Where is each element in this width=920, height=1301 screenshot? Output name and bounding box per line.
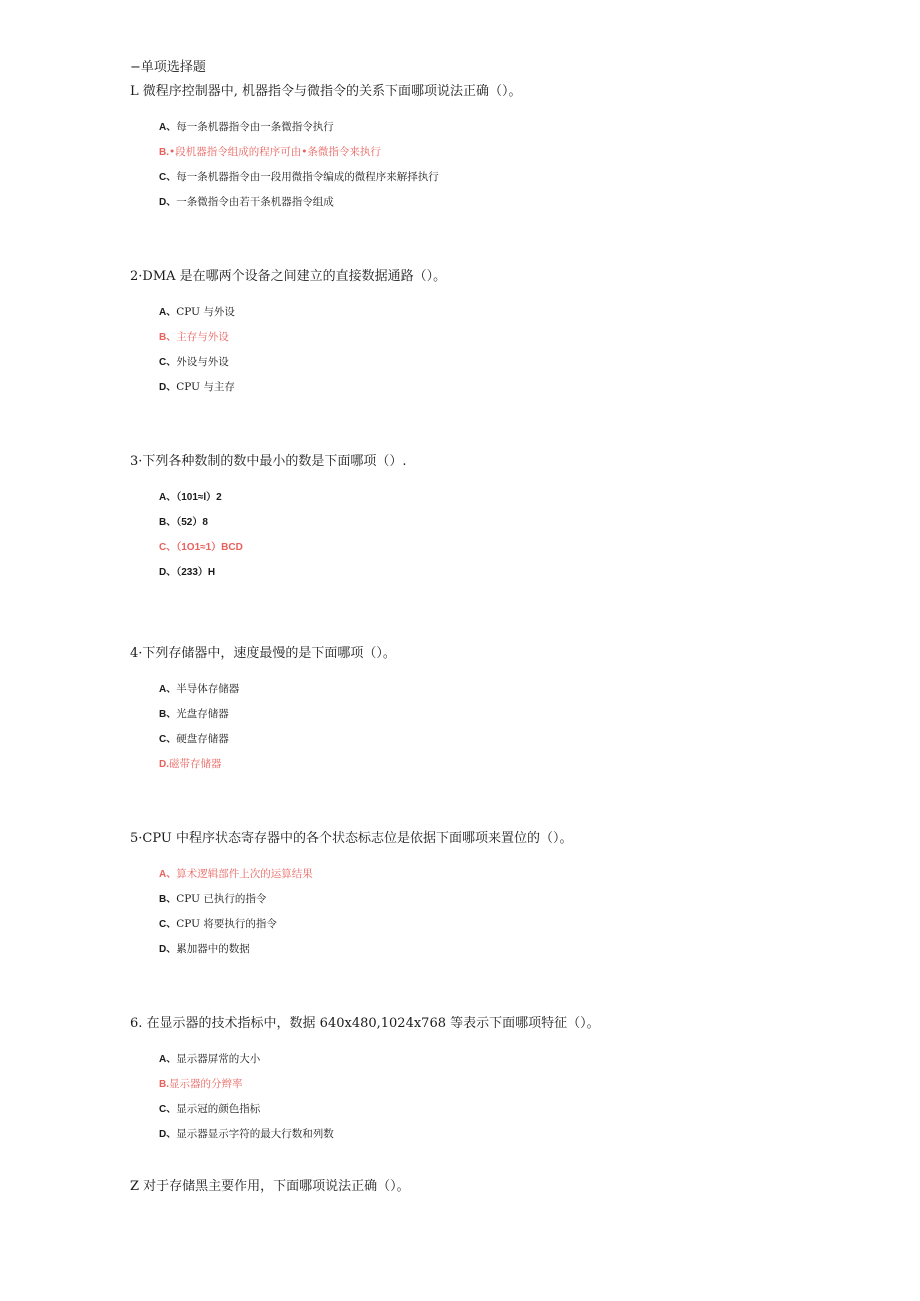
- option-letter: B、: [159, 332, 177, 343]
- option-text: 累加器中的数据: [176, 943, 250, 955]
- option-a: [159, 115, 810, 140]
- question-stem: Z 对于存储黑主要作用，下面哪项说法正确（）。: [130, 1179, 410, 1194]
- question-3: [130, 453, 810, 585]
- question-stem: L 微程序控制器中, 机器指令与微指令的关系下面哪项说法正确（）。: [130, 84, 522, 99]
- option-letter: B、: [159, 709, 177, 720]
- option-letter: D、: [159, 382, 177, 393]
- option-text: •段机器指令组成的程序可由•条微指令来执行: [169, 146, 381, 158]
- option-letter: D、: [159, 567, 177, 578]
- option-list: [130, 300, 810, 400]
- option-letter: A、: [159, 1054, 177, 1065]
- option-text: CPU 将要执行的指令: [176, 918, 277, 930]
- question-2: [130, 268, 810, 400]
- option-letter: D、: [159, 197, 177, 208]
- option-letter: C、: [159, 542, 177, 553]
- option-c: [159, 727, 810, 752]
- option-b: [159, 140, 810, 165]
- option-letter: C、: [159, 357, 177, 368]
- option-text: 一条微指令由若干条机器指令组成: [176, 196, 334, 208]
- question-stem: 6. 在显示器的技术指标中，数据 640x480,1024x768 等表示下面哪项特征（）。: [130, 1016, 600, 1031]
- option-text: （1O1≈1）BCD: [176, 542, 243, 553]
- option-text: 显示器屏常的大小: [176, 1053, 261, 1065]
- question-stem: 5·CPU 中程序状态寄存器中的各个状态标志位是依据下面哪项来置位的（）。: [130, 831, 573, 846]
- option-text: （52）8: [176, 517, 208, 528]
- option-letter: A、: [159, 122, 177, 133]
- option-d: [159, 375, 810, 400]
- option-letter: A、: [159, 492, 177, 503]
- option-text: 显示器的分辫率: [169, 1078, 243, 1090]
- option-list: [130, 677, 810, 777]
- option-text: CPU 与主存: [176, 381, 235, 393]
- option-text: 显示冠的颜色指标: [176, 1103, 261, 1115]
- option-letter: D、: [159, 1129, 177, 1140]
- option-b: [159, 510, 810, 535]
- option-a: [159, 862, 810, 887]
- option-letter: C、: [159, 734, 177, 745]
- option-a: [159, 1047, 810, 1072]
- option-text: 半导体存储器: [176, 683, 240, 695]
- option-letter: B、: [159, 517, 177, 528]
- question-1: [130, 83, 810, 215]
- option-letter: B.: [159, 1079, 169, 1090]
- option-text: 每一条机器指令由一段用微指令编成的微程序来解择执行: [176, 171, 439, 183]
- option-letter: D、: [159, 944, 177, 955]
- option-letter: B、: [159, 894, 177, 905]
- option-text: 光盘存储器: [176, 708, 229, 720]
- option-c: [159, 350, 810, 375]
- section-title: −单项选择题: [130, 60, 206, 75]
- option-c: [159, 535, 810, 560]
- question-4: [130, 645, 810, 777]
- question-6: [130, 1015, 810, 1147]
- option-a: [159, 300, 810, 325]
- option-text: 算术逻辑部件上次的运算结果: [176, 868, 313, 880]
- option-letter: C、: [159, 172, 177, 183]
- option-text: 每一条机器指令由一条微指令执行: [176, 121, 334, 133]
- option-letter: D.: [159, 759, 169, 770]
- option-list: [130, 485, 810, 585]
- option-text: （233）H: [176, 567, 216, 578]
- option-letter: B.: [159, 147, 169, 158]
- question-5: [130, 830, 810, 962]
- option-list: [130, 1047, 810, 1147]
- option-d: [159, 1122, 810, 1147]
- option-c: [159, 1097, 810, 1122]
- question-stem: 3·下列各种数制的数中最小的数是下面哪项（）.: [130, 454, 407, 469]
- option-c: [159, 912, 810, 937]
- option-letter: A、: [159, 869, 177, 880]
- option-text: （101≈l）2: [176, 492, 222, 503]
- option-list: [130, 862, 810, 962]
- option-b: [159, 887, 810, 912]
- option-text: 显示器显示字符的最大行数和列数: [176, 1128, 334, 1140]
- option-text: CPU 已执行的指令: [176, 893, 267, 905]
- question-7: [130, 1178, 810, 1196]
- option-a: [159, 485, 810, 510]
- option-d: [159, 752, 810, 777]
- option-letter: A、: [159, 684, 177, 695]
- option-d: [159, 190, 810, 215]
- option-text: 主存与外设: [176, 331, 229, 343]
- option-text: 磁带存储器: [169, 758, 222, 770]
- option-letter: C、: [159, 919, 177, 930]
- option-b: [159, 325, 810, 350]
- option-text: 硬盘存储器: [176, 733, 229, 745]
- question-stem: 4·下列存储器中，速度最慢的是下面哪项（）。: [130, 646, 396, 661]
- option-b: [159, 702, 810, 727]
- option-a: [159, 677, 810, 702]
- question-stem: 2·DMA 是在哪两个设备之间建立的直接数据通路（）。: [130, 269, 447, 284]
- option-c: [159, 165, 810, 190]
- option-d: [159, 560, 810, 585]
- option-list: [130, 115, 810, 215]
- option-d: [159, 937, 810, 962]
- option-letter: A、: [159, 307, 177, 318]
- option-b: [159, 1072, 810, 1097]
- option-text: 外设与外设: [176, 356, 229, 368]
- option-text: CPU 与外设: [176, 306, 235, 318]
- option-letter: C、: [159, 1104, 177, 1115]
